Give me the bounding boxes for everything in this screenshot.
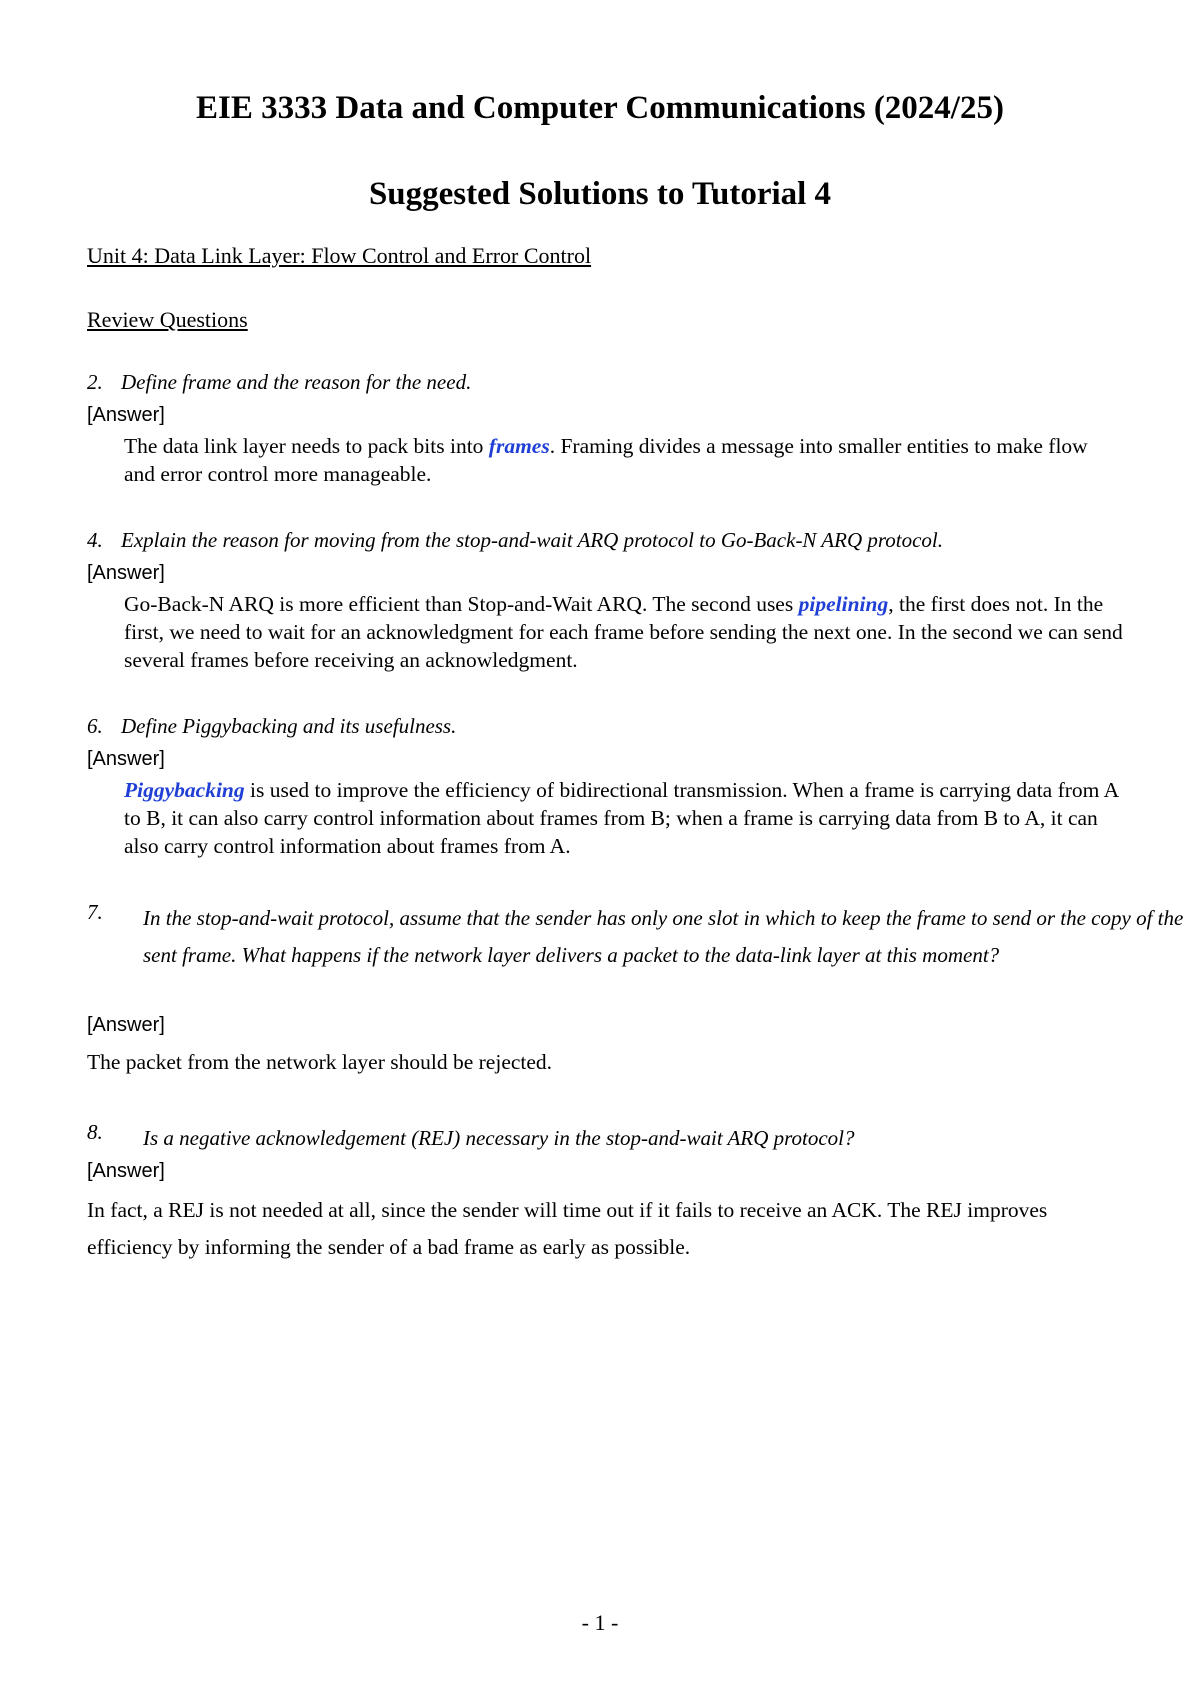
answer-4 (124, 590, 1124, 674)
answer-text: Go-Back-N ARQ is more efficient than Stop-and-Wait ARQ. The second uses (124, 592, 799, 616)
answer-text: , the first does not. In the first, we need to wait for an acknowledgment for each frame before sending the next one. In the second we can send several frames before receiving an acknowledgment. (124, 592, 1123, 672)
question-text: Define frame and the reason for the need. (121, 370, 472, 394)
question-4 (87, 526, 943, 554)
answer-8: In fact, a REJ is not needed at all, since the sender will time out if it fails to receive an ACK. The REJ improves efficiency by informing the sender of a bad frame as early as possible. (87, 1198, 1048, 1259)
keyword: frames (488, 434, 550, 458)
document-subtitle: Suggested Solutions to Tutorial 4 (368, 176, 832, 212)
question-number: 4. (87, 528, 103, 552)
question-number: 8. (87, 1120, 103, 1144)
answer-text: . Framing divides a message into smaller entities to make flow and error control more manageable. (124, 434, 1088, 486)
answer-text: is used to improve the efficiency of bidirectional transmission. When a frame is carrying data from A to B, it can also carry control information about frames from B; when a frame is carrying data from B to A, it can also carry control information about frames from A. (124, 778, 1118, 858)
page-number: - 1 - (581, 1610, 619, 1635)
answer-7: The packet from the network layer should be rejected. (87, 1050, 553, 1074)
question-number: 7. (87, 900, 103, 924)
answer-label: [Answer] (87, 404, 165, 426)
answer-label: [Answer] (87, 562, 165, 584)
question-number: 2. (87, 370, 103, 394)
answer-text: The data link layer needs to pack bits into (124, 434, 489, 458)
unit-heading: Unit 4: Data Link Layer: Flow Control and Error Control (87, 243, 592, 268)
document-title: EIE 3333 Data and Computer Communications (2024/25) (196, 90, 1004, 126)
question-text: Define Piggybacking and its usefulness. (121, 714, 457, 738)
answer-6 (124, 776, 1124, 860)
question-text: Is a negative acknowledgement (REJ) necessary in the stop-and-wait ARQ protocol? (143, 1126, 855, 1150)
answer-2 (124, 432, 1124, 488)
question-6 (87, 712, 456, 740)
question-text: In the stop-and-wait protocol, assume that the sender has only one slot in which to keep the frame to send or the copy of the sent frame. What happens if the network layer delivers a packet to the data-link layer at this moment? (143, 906, 1184, 967)
section-heading: Review Questions (87, 307, 248, 332)
answer-label: [Answer] (87, 748, 165, 770)
answer-label: [Answer] (87, 1014, 165, 1036)
question-text: Explain the reason for moving from the stop-and-wait ARQ protocol to Go-Back-N ARQ protocol. (121, 528, 944, 552)
question-number: 6. (87, 714, 103, 738)
keyword: pipelining (798, 592, 889, 616)
answer-label: [Answer] (87, 1160, 165, 1182)
keyword: Piggybacking (124, 778, 245, 802)
question-2 (87, 368, 471, 396)
